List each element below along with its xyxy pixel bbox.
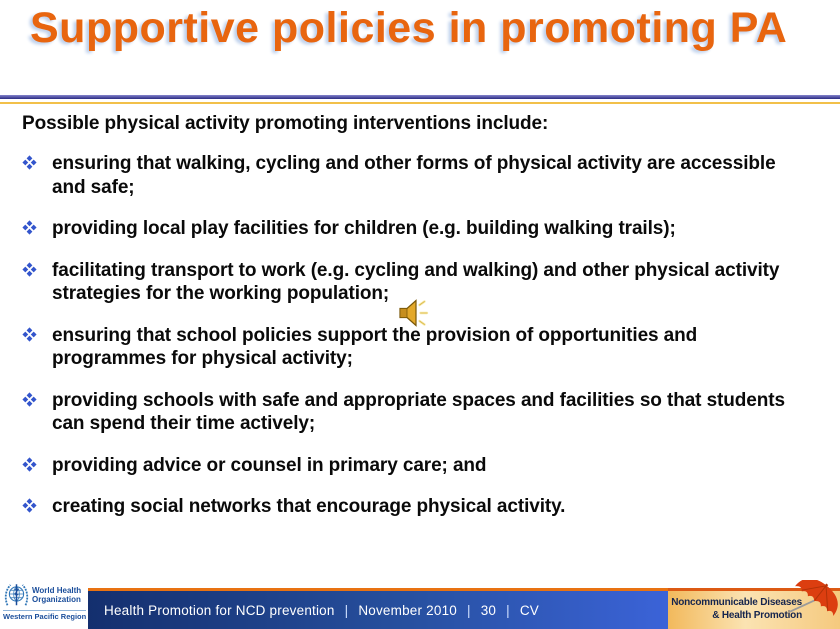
page-title: Supportive policies in promoting PA xyxy=(30,4,788,52)
ncd-badge-line1: Noncommunicable Diseases xyxy=(671,597,802,608)
footer-date: November 2010 xyxy=(358,602,457,618)
title-divider xyxy=(0,95,840,104)
divider-gold-line xyxy=(0,102,840,104)
bullet-item xyxy=(22,217,814,241)
bullet-text: ensuring that school policies support the provision of opportunities and programmes for physical activity; xyxy=(52,324,698,369)
bullet-item xyxy=(22,389,814,436)
intro-text: Possible physical activity promoting interventions include: xyxy=(22,113,549,134)
four-diamonds-bullet-icon xyxy=(22,324,52,371)
bullet-text: ensuring that walking, cycling and other forms of physical activity are accessible and safe; xyxy=(52,153,776,198)
who-logo xyxy=(0,581,88,629)
four-diamonds-bullet-icon xyxy=(22,259,52,306)
bullet-item xyxy=(22,454,814,478)
four-diamonds-bullet-icon xyxy=(22,454,52,478)
who-name xyxy=(32,587,81,604)
bullet-item xyxy=(22,495,814,519)
footer-page-number: 30 xyxy=(480,602,497,618)
bullet-text: facilitating transport to work (e.g. cycling and walking) and other physical activity strategies for the working population; xyxy=(52,259,780,304)
who-name-line1: World Health xyxy=(32,586,82,595)
four-diamonds-bullet-icon xyxy=(22,217,52,241)
bullet-list xyxy=(22,152,814,519)
four-diamonds-bullet-icon xyxy=(22,495,52,519)
bullet-text: creating social networks that encourage physical activity. xyxy=(52,496,566,517)
footer-separator: | xyxy=(344,602,349,618)
footer-separator: | xyxy=(506,602,510,618)
ncd-badge-text xyxy=(671,597,802,622)
who-region: Western Pacific Region xyxy=(3,612,87,621)
bullet-text: providing schools with safe and appropriate spaces and facilities so that students can spend their time actively; xyxy=(52,389,785,434)
who-name-line2: Organization xyxy=(32,594,81,604)
bullet-text: providing local play facilities for children (e.g. building walking trails); xyxy=(52,218,676,239)
bullet-text: providing advice or counsel in primary care; and xyxy=(52,454,487,476)
four-diamonds-bullet-icon xyxy=(22,152,52,199)
footer-bar xyxy=(88,588,668,629)
footer-title: Health Promotion for NCD prevention xyxy=(104,602,335,618)
umbrella-icon xyxy=(786,580,840,629)
ncd-badge xyxy=(668,588,840,629)
who-emblem-icon xyxy=(3,582,30,609)
ncd-badge-line2: & Health Promotion xyxy=(712,609,802,621)
bullet-item xyxy=(22,152,814,199)
speaker-icon[interactable] xyxy=(397,296,431,330)
four-diamonds-bullet-icon xyxy=(22,389,52,436)
bullet-item xyxy=(22,324,814,371)
footer-separator: | xyxy=(466,602,471,618)
footer-initials: CV xyxy=(519,602,539,618)
